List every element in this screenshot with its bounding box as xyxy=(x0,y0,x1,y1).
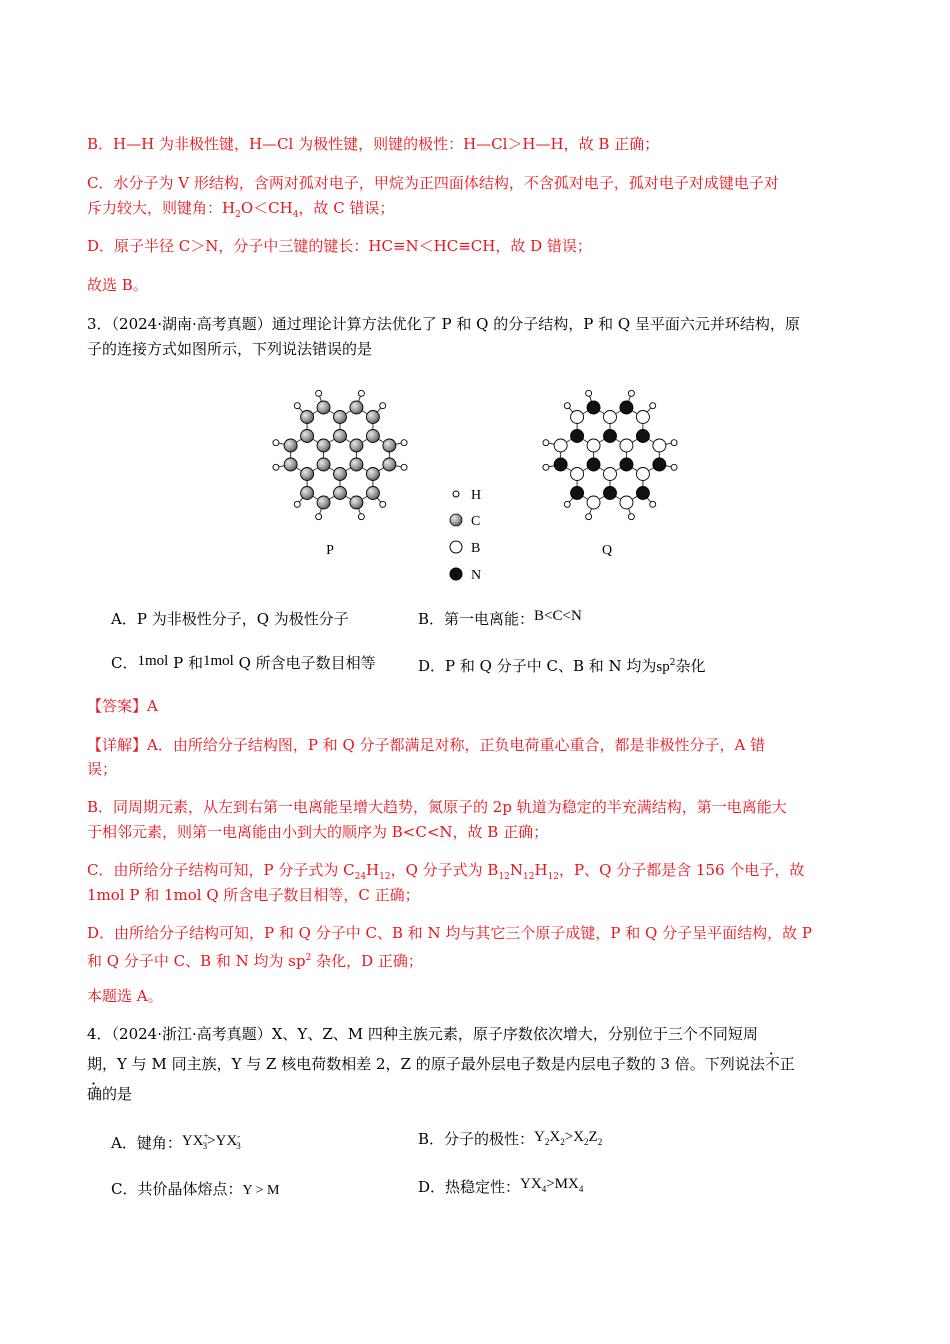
atom-c xyxy=(317,496,330,509)
emphasis-dot-bu: 不 xyxy=(764,1055,780,1073)
atom-h xyxy=(380,403,386,409)
q3-option-c[interactable]: C．1mol P 和1mol Q 所含电子数目相等 xyxy=(111,653,376,672)
atom-h xyxy=(564,501,570,507)
atom-c xyxy=(366,411,379,424)
q3-option-d[interactable]: D．P 和 Q 分子中 C、B 和 N 均为$sp^2$杂化 xyxy=(418,657,706,675)
atom-c xyxy=(301,411,314,424)
legend-c-symbol xyxy=(450,514,462,526)
atom-c xyxy=(334,468,347,481)
atom-h xyxy=(628,514,634,520)
atom-h xyxy=(628,390,634,396)
atom-c xyxy=(284,458,297,471)
q3-explanation-c-line1: C．由所给分子结构可知，P 分子式为 $C_{24}H_{12}$，Q 分子式为 $B_{12}N_{12}H_{12}$，P、Q 分子都是含 156 个电子，故 xyxy=(87,861,805,882)
atom-h xyxy=(671,464,677,470)
atom-c xyxy=(366,468,379,481)
atom-h xyxy=(586,514,592,520)
legend-n-symbol xyxy=(450,568,462,580)
atom-h xyxy=(564,403,570,409)
atom-h xyxy=(543,464,549,470)
atom-n xyxy=(636,487,649,500)
atom-n xyxy=(604,487,617,500)
q4-option-d[interactable]: D．热稳定性：$YX_4>MX_4$ xyxy=(418,1176,584,1196)
atom-c xyxy=(334,411,347,424)
atom-c xyxy=(366,487,379,500)
atom-h xyxy=(650,501,656,507)
figure-legend xyxy=(450,488,481,583)
q3-explanation-b-line1: B．同周期元素，从左到右第一电离能呈增大趋势，氮原子的 2p 轨道为稳定的半充满结构，第一电离能大 xyxy=(87,798,787,816)
atom-h xyxy=(401,440,407,446)
atom-n xyxy=(636,430,649,443)
atom-h xyxy=(316,390,322,396)
atom-n xyxy=(620,401,633,414)
atom-n xyxy=(554,458,567,471)
atom-b xyxy=(604,411,617,424)
atom-c xyxy=(317,401,330,414)
atom-n xyxy=(587,458,600,471)
prev-final-answer: 故选 B。 xyxy=(87,276,148,294)
atom-b xyxy=(571,411,584,424)
legend-n-label: N xyxy=(471,568,482,583)
q3-stem-line2: 子的连接方式如图所示，下列说法错误的是 xyxy=(87,340,373,358)
legend-c-label: C xyxy=(471,514,481,529)
q3-stem-line1: 3．（2024·湖南·高考真题）通过理论计算方法优化了 P 和 Q 的分子结构，P 和 Q 呈平面六元并环结构，原 xyxy=(87,315,800,333)
atom-h xyxy=(358,390,364,396)
molecule-p xyxy=(273,390,407,519)
atom-h xyxy=(586,390,592,396)
q4-option-b[interactable]: B．分子的极性：$Y_2X_2>X_2Z_2$ xyxy=(418,1129,603,1148)
atom-c xyxy=(301,430,314,443)
atom-n xyxy=(571,430,584,443)
atom-c xyxy=(317,458,330,471)
atom-b xyxy=(620,496,633,509)
atom-b xyxy=(604,468,617,481)
legend-b-label: B xyxy=(471,541,481,556)
atom-b xyxy=(636,411,649,424)
label-q: Q xyxy=(601,543,613,558)
atom-b xyxy=(620,439,633,452)
atom-b xyxy=(587,439,600,452)
atom-n xyxy=(571,487,584,500)
atom-c xyxy=(317,439,330,452)
atom-h xyxy=(671,440,677,446)
q4-option-c[interactable]: C．共价晶体熔点：Y > M xyxy=(111,1180,280,1198)
atom-n xyxy=(620,458,633,471)
q3-explanation-a-line2: 误； xyxy=(87,760,118,778)
atom-c xyxy=(366,430,379,443)
atom-n xyxy=(653,458,666,471)
atom-b xyxy=(636,468,649,481)
atom-h xyxy=(273,440,279,446)
atom-h xyxy=(273,464,279,470)
q4-option-a[interactable]: A．键角：$YX^+_3>YX^-_3$ xyxy=(111,1131,241,1152)
q4-stem-line2: 期，Y 与 M 同主族，Y 与 Z 核电荷数相差 2，Z 的原子最外层电子数是内层电子数的 3 倍。下列说法不正 xyxy=(87,1055,795,1073)
atom-h xyxy=(401,464,407,470)
atom-h xyxy=(294,403,300,409)
q4-stem-line3: 确的是 xyxy=(87,1085,133,1103)
atom-c xyxy=(284,439,297,452)
prev-option-c-line1: C．水分子为 V 形结构，含两对孤对电子，甲烷为正四面体结构，不含孤对电子，孤对电子对成键电子对 xyxy=(87,174,779,192)
atom-n xyxy=(604,430,617,443)
prev-option-d-text: D．原子半径 C＞N，分子中三键的键长：HC≡N＜HC≡CH，故 D 错误； xyxy=(87,237,592,255)
atom-h xyxy=(294,501,300,507)
q3-final-answer: 本题选 A。 xyxy=(87,987,163,1005)
q3-explanation-c-line2: 1mol P 和 1mol Q 所含电子数目相等，C 正确； xyxy=(87,886,420,904)
atom-h xyxy=(358,514,364,520)
atom-c xyxy=(334,487,347,500)
legend-b-symbol xyxy=(450,541,462,553)
q3-explanation-a-line1: 【详解】A．由所给分子结构图，P 和 Q 分子都满足对称，正负电荷重心重合，都是非极性分子，A 错 xyxy=(87,736,766,754)
atom-b xyxy=(653,439,666,452)
atom-c xyxy=(334,430,347,443)
q3-explanation-d-line1: D．由所给分子结构可知，P 和 Q 分子中 C、B 和 N 均与其它三个原子成键，P 和 Q 分子呈平面结构，故 P xyxy=(87,924,812,942)
atom-c xyxy=(301,468,314,481)
atom-b xyxy=(571,468,584,481)
atom-b xyxy=(587,496,600,509)
atom-n xyxy=(587,401,600,414)
q3-explanation-b-line2: 于相邻元素，则第一电离能由小到大的顺序为 B<C<N，故 B 正确； xyxy=(87,823,549,841)
atom-h xyxy=(316,514,322,520)
prev-option-c-line2: 斥力较大，则键角：$H_2O<CH_4$，故 C 错误； xyxy=(87,199,395,220)
atom-c xyxy=(350,439,363,452)
atom-c xyxy=(350,496,363,509)
atom-c xyxy=(350,401,363,414)
atom-h xyxy=(543,440,549,446)
atom-b xyxy=(554,439,567,452)
q3-answer: 【答案】A xyxy=(87,697,158,715)
molecule-structure-figure xyxy=(260,370,700,595)
legend-h-label: H xyxy=(471,488,482,503)
atom-c xyxy=(301,487,314,500)
q4-stem-line1: 4．（2024·浙江·高考真题）X、Y、Z、M 四种主族元素，原子序数依次增大，分别位于三个不同短周 xyxy=(87,1025,758,1043)
atom-h xyxy=(380,501,386,507)
molecule-q xyxy=(543,390,677,519)
q3-option-a[interactable]: A．P 为非极性分子，Q 为极性分子 xyxy=(111,610,349,628)
q3-option-b[interactable]: B．第一电离能：B<C<N xyxy=(418,608,582,628)
q3-explanation-d-line2: 和 Q 分子中 C、B 和 N 均为 $sp^2$ 杂化，D 正确； xyxy=(87,952,423,970)
atom-c xyxy=(383,439,396,452)
atom-c xyxy=(350,458,363,471)
atom-h xyxy=(650,403,656,409)
legend-h-symbol xyxy=(453,491,459,497)
prev-option-b-text: B．H—H 为非极性键，H—Cl 为极性键，则键的极性：H—Cl＞H—H，故 B 正确； xyxy=(87,135,660,153)
atom-c xyxy=(383,458,396,471)
label-p: P xyxy=(326,543,334,558)
